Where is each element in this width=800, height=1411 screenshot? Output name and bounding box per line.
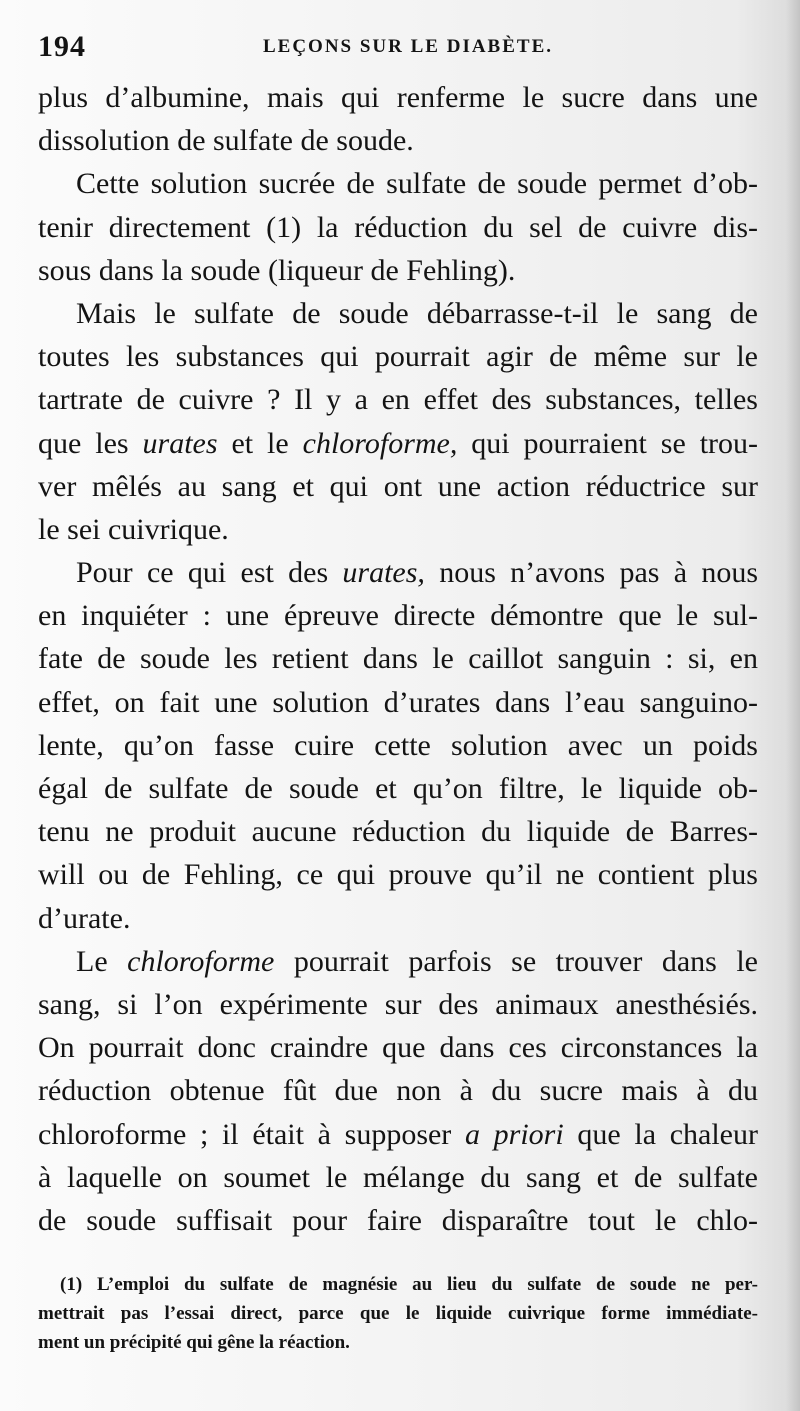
text-segment: pourrait parfois se trouver dans le (293, 944, 758, 978)
text-line (38, 551, 758, 594)
page-header (38, 30, 778, 70)
text-line: d’urate. (38, 901, 131, 935)
text-line: dissolution de sulfate de soude. (38, 124, 414, 158)
text-line (38, 422, 758, 465)
text-segment: chloroforme ; il était à supposer (38, 1117, 452, 1151)
text-segment: que la chaleur (577, 1117, 758, 1151)
footnote-line: ment un précipité qui gêne la réaction. (38, 1332, 350, 1353)
text-line: plus d’albumine, mais qui renferme le sucre dans une (38, 81, 758, 114)
text-line: à laquelle on soumet le mélange du sang et de sulfate (38, 1160, 758, 1194)
text-line: sang, si l’on expérimente sur des animaux anesthésiés. (38, 987, 758, 1021)
text-segment: Pour ce qui est des (76, 556, 329, 590)
text-line: fate de soude les retient dans le caillot sanguin : si, en (38, 642, 758, 676)
text-segment: Le (76, 944, 108, 978)
text-line: toutes les substances qui pourrait agir de même sur le (38, 340, 758, 374)
text-line (38, 1113, 758, 1156)
body-text (38, 76, 758, 1242)
italic-term-chloroforme: chloroforme (127, 944, 275, 978)
text-line: sous dans la soude (liqueur de Fehling). (38, 253, 516, 287)
italic-term-urates: urates, (342, 556, 425, 590)
italic-term-a-priori: a priori (464, 1117, 564, 1151)
footnote (38, 1270, 758, 1357)
footnote-line: (1) L’emploi du sulfate de magnésie au lieu du sulfate de soude ne per- (60, 1274, 758, 1295)
text-line (38, 940, 758, 983)
text-line: Cette solution sucrée de sulfate de soude permet d’ob- (76, 167, 758, 201)
text-line: tenir directement (1) la réduction du sel de cuivre dis- (38, 210, 758, 244)
page-edge-shadow (786, 0, 800, 1411)
text-line: ver mêlés au sang et qui ont une action réductrice sur (38, 469, 758, 503)
page-number: 194 (38, 30, 86, 63)
italic-term-chloroforme: chloroforme, (302, 426, 458, 460)
text-line: égal de sulfate de soude et qu’on filtre, le liquide ob- (38, 772, 758, 805)
text-line: will ou de Fehling, ce qui prouve qu’il ne contient plus (38, 858, 758, 892)
italic-term-urates: urates (142, 426, 218, 460)
text-line: le sei cuivrique. (38, 512, 229, 546)
text-segment: nous n’avons pas à nous (439, 556, 759, 590)
text-line: réduction obtenue fût due non à du sucre mais à du (38, 1074, 758, 1108)
running-title: LEÇONS SUR LE DIABÈTE. (262, 36, 554, 57)
text-line: tenu ne produit aucune réduction du liquide de Barres- (38, 815, 758, 849)
text-segment: que les (38, 426, 129, 460)
text-segment: qui pourraient se trou- (471, 426, 759, 460)
text-line: On pourrait donc craindre que dans ces circonstances la (38, 1031, 758, 1065)
footnote-line: mettrait pas l’essai direct, parce que le liquide cuivrique forme immédiate- (38, 1303, 758, 1324)
text-segment: et le (231, 426, 289, 460)
text-line: effet, on fait une solution d’urates dans l’eau sanguino- (38, 685, 758, 719)
text-line: lente, qu’on fasse cuire cette solution avec un poids (38, 728, 758, 762)
text-line: Mais le sulfate de soude débarrasse-t-il le sang de (76, 296, 758, 330)
text-line: en inquiéter : une épreuve directe démontre que le sul- (38, 599, 758, 633)
text-line: tartrate de cuivre ? Il y a en effet des substances, telles (38, 383, 758, 417)
text-line: de soude suffisait pour faire disparaître tout le chlo- (38, 1203, 758, 1237)
